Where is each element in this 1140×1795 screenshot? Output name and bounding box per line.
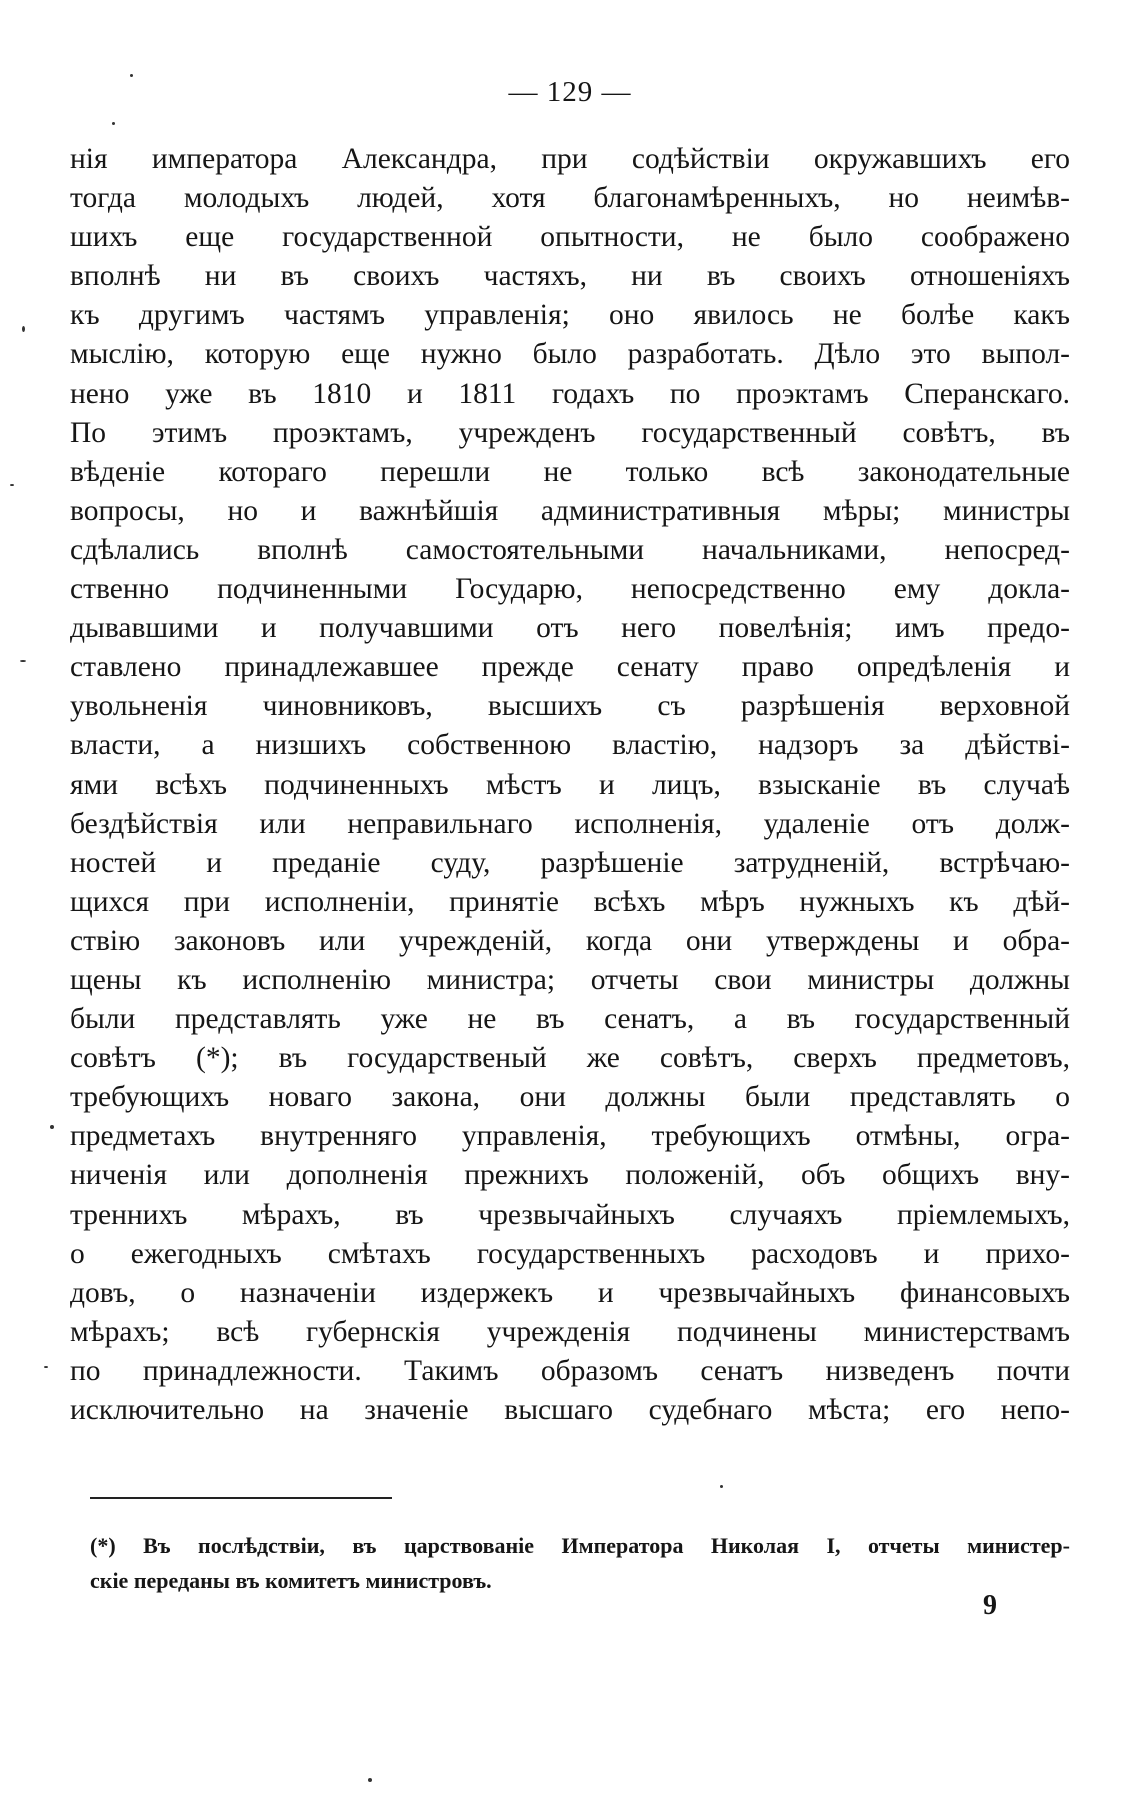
text-line: дывавшими и получавшими отъ него повелѣнія; имъ предо-	[70, 612, 1070, 645]
scan-speck	[720, 1485, 723, 1488]
text-line: вѣденіе котораго перешли не только всѣ законодательные	[70, 455, 1070, 488]
page-number: — 129 —	[508, 76, 632, 108]
text-line: къ другимъ частямъ управленія; оно явилось не болѣе какъ	[70, 299, 1070, 332]
text-line: нено уже въ 1810 и 1811 годахъ по проэктамъ Сперанскаго.	[70, 377, 1070, 410]
text-line: треннихъ мѣрахъ, въ чрезвычайныхъ случаяхъ пріемлемыхъ,	[70, 1198, 1070, 1231]
scan-speck	[20, 660, 26, 662]
scan-speck	[22, 326, 25, 332]
text-line: тогда молодыхъ людей, хотя благонамѣренныхъ, но неимѣв-	[70, 182, 1070, 215]
scan-speck	[130, 74, 133, 77]
text-line: щены къ исполненію министра; отчеты свои министры должны	[70, 963, 1070, 996]
footnote-line: скіе переданы въ комитетъ министровъ.	[90, 1568, 492, 1593]
text-line: ственно подчиненными Государю, непосредственно ему докла-	[70, 573, 1070, 606]
text-line: требующихъ новаго закона, они должны были представлять о	[70, 1081, 1070, 1114]
scan-speck	[10, 484, 14, 486]
text-line: мыслію, которую еще нужно было разработать. Дѣло это выпол-	[70, 338, 1070, 371]
text-line: бездѣйствія или неправильнаго исполненія, удаленіе отъ долж-	[70, 807, 1070, 840]
text-line: совѣтъ (*); въ государственый же совѣтъ, сверхъ предметовъ,	[70, 1042, 1070, 1075]
text-line: нія императора Александра, при содѣйствіи окружавшихъ его	[70, 143, 1070, 175]
text-line: предметахъ внутренняго управленія, требующихъ отмѣны, огра-	[70, 1120, 1070, 1153]
footnote-line: (*) Въ послѣдствіи, въ царствованіе Императора Николая I, отчеты министер-	[90, 1533, 1070, 1558]
scan-speck	[112, 122, 115, 125]
text-line: По этимъ проэктамъ, учрежденъ государственный совѣтъ, въ	[70, 416, 1070, 449]
text-line: щихся при исполненіи, принятіе всѣхъ мѣръ нужныхъ къ дѣй-	[70, 885, 1070, 918]
text-line: ствію законовъ или учрежденій, когда они утверждены и обра-	[70, 924, 1070, 957]
main-text-block	[70, 140, 1070, 1430]
text-line: ниченія или дополненія прежнихъ положеній, объ общихъ вну-	[70, 1159, 1070, 1192]
scan-speck	[44, 1366, 48, 1368]
scan-speck	[50, 1125, 54, 1129]
text-line: ностей и преданіе суду, разрѣшеніе затрудненій, встрѣчаю-	[70, 846, 1070, 879]
text-line: власти, а низшихъ собственною властію, надзоръ за дѣйстві-	[70, 729, 1070, 762]
text-line: исключительно на значеніе высшаго судебнаго мѣста; его непо-	[70, 1394, 1070, 1426]
text-line: довъ, о назначеніи издержекъ и чрезвычайныхъ финансовыхъ	[70, 1276, 1070, 1309]
text-line: шихъ еще государственной опытности, не было соображено	[70, 221, 1070, 254]
footnote	[90, 1528, 1070, 1598]
text-line: ставлено принадлежавшее прежде сенату право опредѣленія и	[70, 651, 1070, 684]
text-line: о ежегодныхъ смѣтахъ государственныхъ расходовъ и прихо-	[70, 1237, 1070, 1270]
text-line: вопросы, но и важнѣйшія административныя мѣры; министры	[70, 494, 1070, 527]
text-line: были представлять уже не въ сенатъ, а въ государственный	[70, 1003, 1070, 1036]
text-line: вполнѣ ни въ своихъ частяхъ, ни въ своихъ отношеніяхъ	[70, 260, 1070, 293]
text-line: мѣрахъ; всѣ губернскія учрежденія подчинены министерствамъ	[70, 1315, 1070, 1348]
text-line: увольненія чиновниковъ, высшихъ съ разрѣшенія верховной	[70, 690, 1070, 723]
text-line: по принадлежности. Такимъ образомъ сенатъ низведенъ почти	[70, 1354, 1070, 1387]
footnote-separator	[90, 1497, 392, 1499]
text-line: сдѣлались вполнѣ самостоятельными начальниками, непосред-	[70, 533, 1070, 566]
printer-signature-mark: 9	[983, 1590, 997, 1621]
text-line: ями всѣхъ подчиненныхъ мѣстъ и лицъ, взысканіе въ случаѣ	[70, 768, 1070, 801]
scan-speck	[368, 1778, 372, 1782]
